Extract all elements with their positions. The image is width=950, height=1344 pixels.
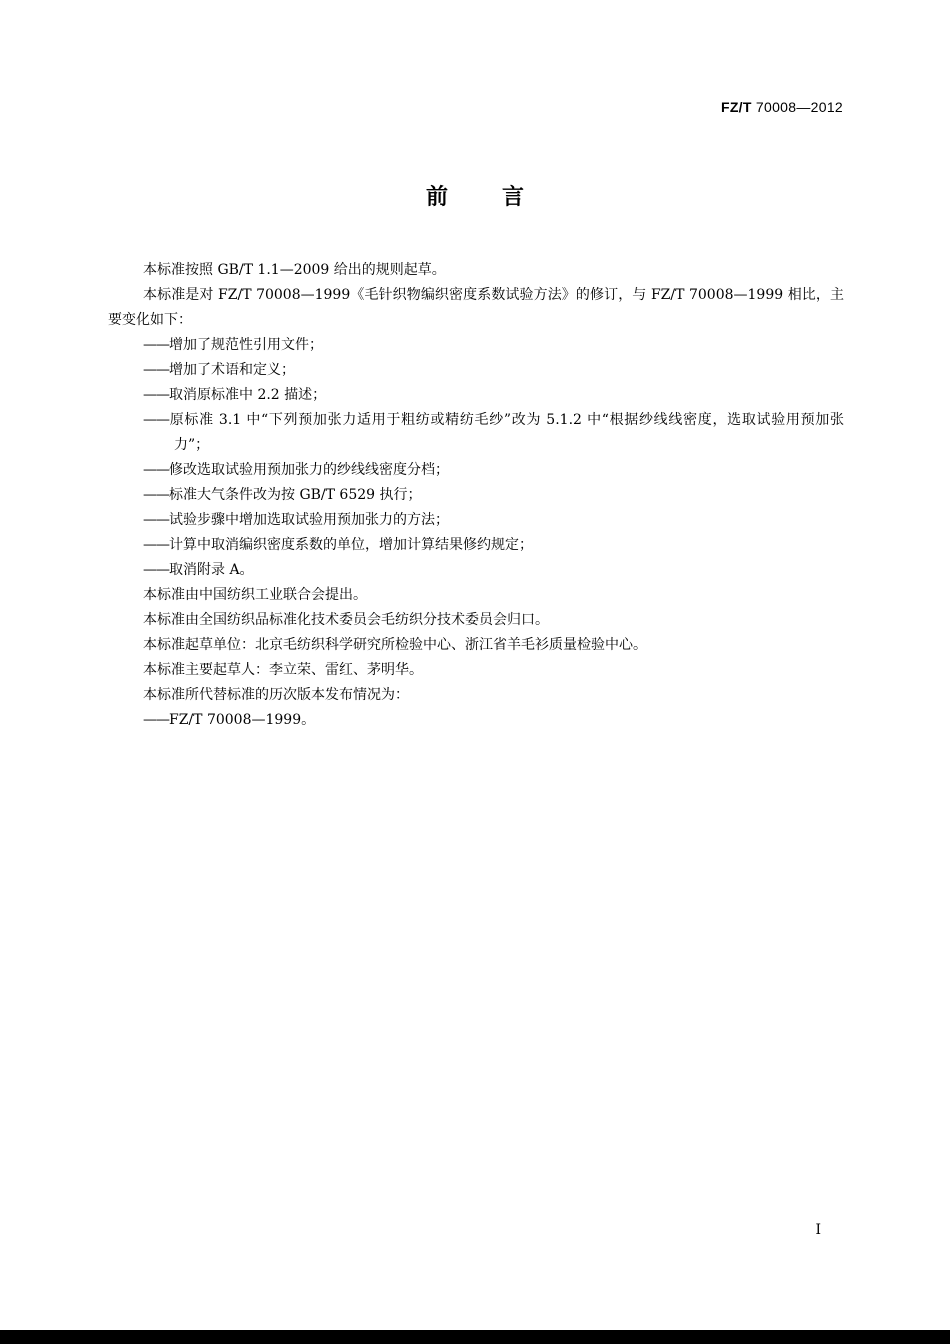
paragraph-drafters: 本标准主要起草人：李立荣、雷红、茅明华。 [143,662,423,678]
em-dash: —— [143,362,169,378]
history-item-text: FZ/T 70008—1999。 [169,712,316,728]
change-item-text: 计算中取消编织密度系数的单位，增加计算结果修约规定； [169,537,533,553]
em-dash: —— [143,537,169,553]
change-item [108,558,844,583]
paragraph-technical-committee: 本标准由全国纺织品标准化技术委员会毛纺织分技术委员会归口。 [143,612,549,628]
foreword-body [108,258,844,733]
document-code-number: 70008—2012 [755,99,843,115]
paragraph-proposer: 本标准由中国纺织工业联合会提出。 [143,587,367,603]
change-item [108,458,844,483]
change-item [108,358,844,383]
change-item-text: 修改选取试验用预加张力的纱线线密度分档； [169,462,449,478]
change-item [108,533,844,558]
change-item-text: 增加了术语和定义； [169,362,295,378]
document-code-prefix: FZ/T [720,99,752,115]
em-dash: —— [143,412,169,428]
history-item [108,708,844,733]
paragraph-drafting-rules: 本标准按照 GB/T 1.1—2009 给出的规则起草。 [143,262,446,278]
change-item-text: 试验步骤中增加选取试验用预加张力的方法； [169,512,449,528]
paragraph-previous-editions: 本标准所代替标准的历次版本发布情况为： [143,687,409,703]
em-dash: —— [143,462,169,478]
bottom-border [0,1330,950,1344]
paragraph-revision-intro: 本标准是对 FZ/T 70008—1999《毛针织物编织密度系数试验方法》的修订，与 FZ/T 70008—1999 相比，主要变化如下： [108,287,844,328]
document-code [721,99,843,115]
em-dash: —— [143,337,169,353]
change-item-text: 标准大气条件改为按 GB/T 6529 执行； [169,487,422,503]
page-title [0,180,950,211]
change-item [108,483,844,508]
em-dash: —— [143,712,169,728]
em-dash: —— [143,562,169,578]
change-item [108,408,844,458]
change-item [108,508,844,533]
em-dash: —— [143,387,169,403]
page-title-char-2: 言 [502,185,525,210]
em-dash: —— [143,487,169,503]
page-title-char-1: 前 [425,185,448,210]
change-item-text: 增加了规范性引用文件； [169,337,323,353]
change-item-text: 原标准 3.1 中“下列预加张力适用于粗纺或精纺毛纱”改为 5.1.2 中“根据纱线线密度，选取试验用预加张力”； [169,412,844,453]
change-item [108,333,844,358]
page-number: I [815,1222,821,1238]
change-item-text: 取消附录 A。 [169,562,254,578]
paragraph-drafting-units: 本标准起草单位：北京毛纺织科学研究所检验中心、浙江省羊毛衫质量检验中心。 [143,637,647,653]
change-item-text: 取消原标准中 2.2 描述； [169,387,327,403]
em-dash: —— [143,512,169,528]
change-item [108,383,844,408]
